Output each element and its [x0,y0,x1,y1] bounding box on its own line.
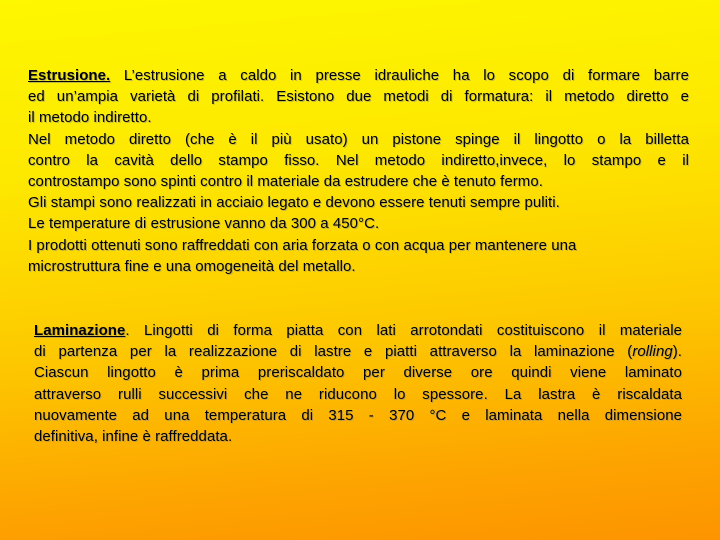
laminazione-line-6: definitiva, infine è raffreddata. [34,428,233,446]
laminazione-line-1 [34,320,682,341]
estrusione-term: Estrusione. [28,67,111,84]
laminazione-line-2-after: ). [672,343,682,361]
rolling-term: rolling [632,343,673,361]
estrusione-line-1 [28,65,689,86]
estrusione-line-1-text: L’estrusione a caldo in presse idrauliche ha lo scopo di formare barre [110,67,689,84]
estrusione-line-6: controstampo sono spinti contro il materiale da estrudere che è tenuto fermo. [28,173,543,191]
laminazione-line-1-text: . Lingotti di forma piatta con lati arrotondati costituiscono il materiale [125,322,682,339]
laminazione-line-4: attraverso rulli successivi che ne riducono lo spessore. La lastra è riscaldata [34,385,682,403]
laminazione-line-3: Ciascun lingotto è prima preriscaldato per diverse ore quindi viene laminato [34,364,682,382]
estrusione-paragraph [28,65,689,277]
estrusione-line-4: Nel metodo diretto (che è il più usato) un pistone spinge il lingotto o la billetta [28,130,689,148]
estrusione-line-7: Gli stampi sono realizzati in acciaio legato e devono essere tenuti sempre puliti. [28,194,560,212]
laminazione-line-2 [34,341,682,362]
estrusione-line-10: microstruttura fine e una omogeneità del metallo. [28,257,356,275]
estrusione-line-3: il metodo indiretto. [28,109,152,127]
estrusione-line-5: contro la cavità dello stampo fisso. Nel metodo indiretto,invece, lo stampo e il [28,151,689,169]
estrusione-line-8: Le temperature di estrusione vanno da 300 a 450°C. [28,215,380,233]
laminazione-term: Laminazione [34,322,126,339]
laminazione-line-5: nuovamente ad una temperatura di 315 - 370 °C e laminata nella dimensione [34,406,682,424]
estrusione-line-9: I prodotti ottenuti sono raffreddati con aria forzata o con acqua per mantenere una [28,236,577,254]
estrusione-line-2: ed un’ampia varietà di profilati. Esistono due metodi di formatura: il metodo diretto e [28,88,689,106]
laminazione-paragraph [34,320,682,447]
laminazione-line-2-before: di partenza per la realizzazione di lastre e piatti attraverso la laminazione ( [34,343,633,361]
